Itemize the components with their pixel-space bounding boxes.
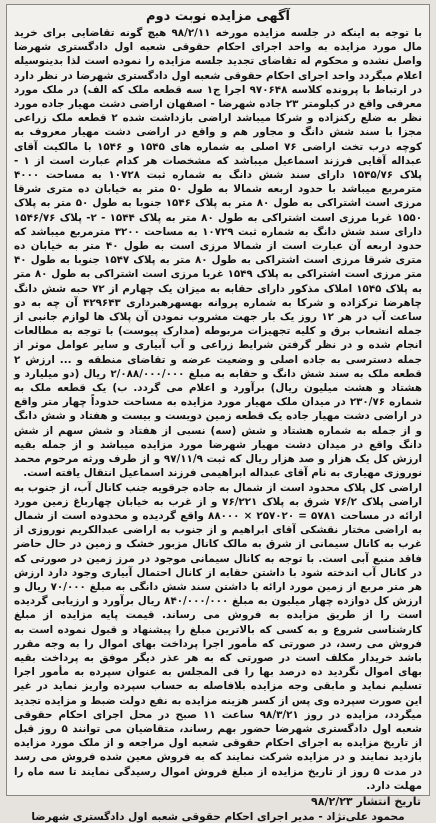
notice-paragraph-1: با توجه به اینکه در جلسه مزایده مورخه ۹۸/۲/۱۱ هیچ گونه تقاضایی برای خرید مال مورد مزایده به واحد اجرای احکام حقوقی شعبه اول دادگستری شهرضا واصل نشده و محکوم له تقاضای تجدید جلسه مزایده را نموده است لذا بدینوسیله اعلام میگردد واحد اجرای احکام حقوقی شعبه اول دادگستری شهرضا در نظر دارد در ارتباط با پرونده کلاسه ۹۷۰۶۴۸ اجرا ج۱ سه قطعه ملک که الف) در ملک مورد معرفی واقع در کیلومتر ۲۳ جاده شهرضا - اصفهان اراضی دشت مهیار جاده مورد نظر به ضلع رکنزاده و شرکا میباشد اراضی بازداشت شده ۲ قطعه ملک زراعی مجزا با سند شش دانگ و مجاور هم و واقع در اراضی دشت مهیار معروف به کوچه درب تخت اراضی ۷۶ اصلی به شماره های ۱۵۴۵ و ۱۵۴۶ با مالکیت آقای عبداله آقایی فرزند اسماعیل میباشد که مشخصات هر کدام عبارت است از ۱ - پلاک ۱۵۴۵/۷۶ دارای سند شش دانگ به شماره ثبت ۱۰۷۲۸ به مساحت ۴۰۰۰ مترمربع میباشد با حدود اربعه شمالا به طول ۵۰ متر به خیابان ده متری شرقا مرزی است اشتراکی به طول ۸۰ متر به پلاک ۱۵۴۶ جنوبا به طول ۵۰ متر به پلاک ۱۵۵۰ غربا مرزی است اشتراکی به طول ۸۰ متر به پلاک ۱۵۴۴ - ۲- پلاک ۱۵۴۶/۷۶ دارای سند شش دانگ به شماره ثبت ۱۰۷۲۹ به مساحت ۳۲۰۰ مترمربع میباشد که حدود اربعه آن عبارت است از شمالا مرزی است به طول ۴۰ متر به خیابان ده متری شرقا مرزی است اشتراکی به طول ۸۰ متر به پلاک ۱۵۴۷ جنوبا به طول ۴۰ متر مرزی است اشتراکی به پلاک ۱۵۴۹ غربا مرزی است اشتراکی به طول ۸۰ متر به پلاک ۱۵۴۵ املاک مذکور دارای حقابه به میزان یک چهارم از ۷۲ حبه شش دانگ چاهرضا ترکزاده و شرکا به شماره پروانه بهسهرهبرداری ۴۲۹۶۴۳ آن چه به دو ساعت آب در هر ۱۲ روز یک بار جهت مشروب نمودن آن پلاک ها لوازم جانبی از جمله انشعاب برق و کلیه تجهیزات مربوطه (مدارک پیوست) با توجه به مطالعات انجام شده و در نظر گرفتن شرایط زراعی و آب آبیاری و سایر عوامل موثر از جمله دسترسی به جاده اصلی و وضعیت عرضه و تقاضای منطقه و ... ارزش ۲ قطعه ملک به سند شش دانگ و حقابه به مبلغ ۲/۰۸۸/۰۰۰/۰۰۰ ریال (دو میلیارد و هشتاد و هشت میلیون ریال) برآورد و اعلام می گردد. ب) یک قطعه ملک به شماره ۲۳۰/۷۶ در میدان ملک مهیار مورد مزایده به مساحت حدوداً چهار متر واقع در اراضی دشت مهیار جاده یک قطعه زمین دویست و بیست و هفتاد و شش دانگ و از جمله به شماره هشتاد و شش (سه) نسبی از هفتاد و شش سهم از شش دانگ واقع در میدان دشت مهیار شهرضا مورد مزایده میباشد و از جمله بقیه ارزش کل یک هزار و صد هزار ریال که ثبت ۹۷/۱۱/۹ و از طرف ورثه مرحوم محمد نوروزی مهیاری به نام آقای عبداله ابراهیمی فرزند اسماعیل انتقال یافته است.	[14, 27, 423, 480]
notice-body	[7, 26, 429, 793]
notice-title: آگهی مزایده نوبت دوم	[146, 9, 290, 24]
publish-date: تاریخ انتشار ۹۸/۲/۲۳	[311, 794, 421, 808]
notice-paragraph-2: اراضی کل پلاک محدود است از شمال به جاده جرقویه جنب کانال آب، از جنوب به اراضی پلاک ۷۶/۲ شرق به پلاک ۷۶/۲۲۱ و از غرب به خیابان چهارباغ زمین مورد ارائه در مساحت ۵۷۸۱ = ۲۵۷۰۲۰ × ۸۸۰۰۰ واقع گردیده و محدوده است از شمال به اراضی مختار نقشکی آقای ابراهیم و از جنوب به اراضی عبدالکریم نوروزی از غرب به کانال سیمانی از شرق به مالک کانال مزبور خشک و زمین در حال حاضر فاقد منبع آبی است. با توجه به کانال سیمانی موجود در مرز زمین در صورتی که در کانال آب اندخته شود با داشتن حقابه از کانال احتمال آبیاری وجود دارد ارزش هر متر مربع از زمین مورد ارائه با داشتن سند شش دانگی به مبلغ ۷۰/۰۰۰ ریال و ارزش کل دوازده چهار میلیون به مبلغ ۸۴۰/۰۰۰/۰۰۰ ریال برآورد و ارزیابی گردیده است را از طریق مزایده به فروش می رساند. قیمت پایه مزایده از مبلغ کارشناسی شروع و به کسی که بالاترین مبلغ را پیشنهاد و قبول نموده است به فروش می رسد، در صورتی که مأمور اجرا پرداخت بهای اموال را به وجه مقرر باشد خریدار مکلف است در صورتی که به هر عذر دیگر موفق به پرداخت بقیه بهای اموال نگردید ده درصد بها را فی المجلس به عنوان سپرده به مأمور اجرا تسلیم نماید و مابقی وجه مزایده بلافاصله به حساب سپرده واریز نماید در غیر این صورت سپرده وی پس از کسر هزینه مزایده به نفع دولت ضبط و مزایده تجدید میگردد، مزایده در روز ۹۸/۳/۲۱ ساعت ۱۱ صبح در محل اجرای احکام حقوقی شعبه اول دادگستری شهرضا حضور بهم رساند، متقاضیان می توانند ۵ روز قبل از تاریخ مزایده به اجرای احکام حقوقی شعبه اول مراجعه و از ملک مورد مزایده بازدید نمایند و در مزایده شرکت نمایند که به فروش معین شده فروش می رسد در مدت ۵ روز از تاریخ مزایده از مبلغ فروش اموال رسیدگی نمایند تا سه ماه را مهلت دارد.	[14, 481, 422, 792]
signature-line: محمود علی‌نژاد - مدیر اجرای احکام حقوقی شعبه اول دادگستری شهرضا	[31, 810, 405, 823]
newspaper-notice	[6, 4, 430, 823]
